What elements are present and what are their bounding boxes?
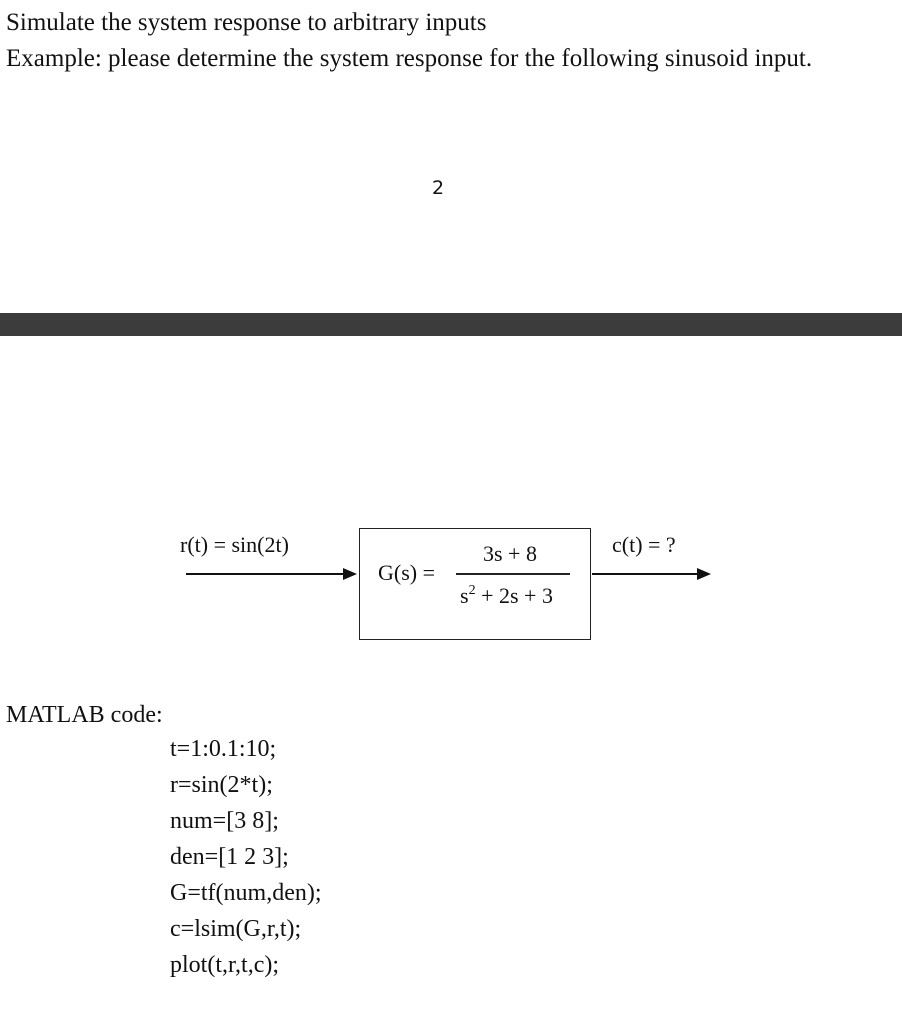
heading-title: Simulate the system response to arbitrary inputs	[6, 9, 487, 36]
code-heading: MATLAB code:	[6, 702, 163, 728]
code-line: plot(t,r,t,c);	[170, 952, 280, 978]
output-signal-label: c(t) = ?	[612, 532, 676, 557]
separator-band	[0, 313, 902, 336]
transfer-function-numerator: 3s + 8	[483, 541, 537, 566]
input-arrowhead	[343, 568, 357, 580]
input-signal-label: r(t) = sin(2t)	[180, 532, 289, 557]
transfer-function-lhs: G(s) =	[378, 560, 436, 585]
code-line: t=1:0.1:10;	[170, 736, 277, 762]
denominator-rest: + 2s + 3	[475, 583, 553, 608]
code-line: num=[3 8];	[170, 808, 279, 834]
code-line: den=[1 2 3];	[170, 844, 289, 870]
output-arrowhead	[697, 568, 711, 580]
code-line: G=tf(num,den);	[170, 880, 322, 906]
page-number: 2	[432, 177, 445, 199]
denominator-base: s	[460, 583, 469, 608]
denominator-exponent: 2	[468, 583, 476, 598]
transfer-function-denominator	[460, 578, 553, 609]
code-line: c=lsim(G,r,t);	[170, 916, 302, 942]
code-line: r=sin(2*t);	[170, 772, 273, 798]
fraction-bar	[456, 573, 570, 575]
heading-example: Example: please determine the system response for the following sinusoid input.	[6, 45, 813, 72]
